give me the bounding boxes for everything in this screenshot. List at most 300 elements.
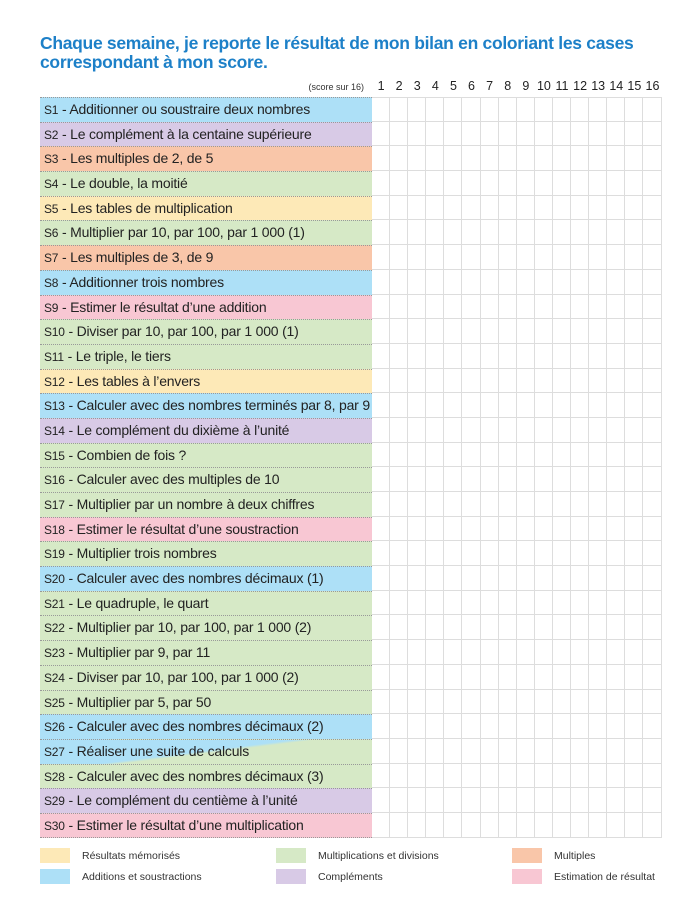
score-cell[interactable]	[444, 245, 462, 270]
score-cell[interactable]	[643, 788, 661, 813]
score-cell[interactable]	[535, 443, 553, 468]
score-cell[interactable]	[390, 344, 408, 369]
score-cell[interactable]	[444, 492, 462, 517]
score-cell[interactable]	[553, 196, 571, 221]
score-cell[interactable]	[517, 566, 535, 591]
score-cell[interactable]	[408, 171, 426, 196]
score-cell[interactable]	[426, 146, 444, 171]
score-cell[interactable]	[535, 171, 553, 196]
score-cell[interactable]	[553, 788, 571, 813]
score-cell[interactable]	[372, 245, 390, 270]
score-cell[interactable]	[499, 591, 517, 616]
score-cell[interactable]	[517, 443, 535, 468]
score-cell[interactable]	[408, 393, 426, 418]
score-cell[interactable]	[643, 714, 661, 739]
score-cell[interactable]	[589, 591, 607, 616]
score-cell[interactable]	[408, 319, 426, 344]
score-cell[interactable]	[553, 739, 571, 764]
score-cell[interactable]	[390, 467, 408, 492]
score-cell[interactable]	[589, 319, 607, 344]
score-cell[interactable]	[408, 615, 426, 640]
score-cell[interactable]	[408, 270, 426, 295]
score-cell[interactable]	[607, 319, 625, 344]
score-cell[interactable]	[481, 146, 499, 171]
score-cell[interactable]	[589, 541, 607, 566]
score-cell[interactable]	[535, 295, 553, 320]
score-cell[interactable]	[553, 97, 571, 122]
score-cell[interactable]	[589, 517, 607, 542]
score-cell[interactable]	[390, 393, 408, 418]
score-cell[interactable]	[481, 295, 499, 320]
score-cell[interactable]	[589, 344, 607, 369]
score-cell[interactable]	[499, 443, 517, 468]
score-cell[interactable]	[607, 220, 625, 245]
score-cell[interactable]	[553, 443, 571, 468]
score-cell[interactable]	[643, 764, 661, 789]
score-cell[interactable]	[571, 443, 589, 468]
score-cell[interactable]	[390, 739, 408, 764]
score-cell[interactable]	[517, 665, 535, 690]
score-cell[interactable]	[426, 443, 444, 468]
score-cell[interactable]	[408, 245, 426, 270]
score-cell[interactable]	[589, 295, 607, 320]
score-cell[interactable]	[553, 566, 571, 591]
score-cell[interactable]	[589, 788, 607, 813]
score-cell[interactable]	[372, 615, 390, 640]
score-cell[interactable]	[462, 566, 480, 591]
score-cell[interactable]	[553, 665, 571, 690]
score-cell[interactable]	[607, 369, 625, 394]
score-cell[interactable]	[535, 270, 553, 295]
score-cell[interactable]	[372, 220, 390, 245]
score-cell[interactable]	[535, 393, 553, 418]
score-cell[interactable]	[553, 393, 571, 418]
score-cell[interactable]	[589, 640, 607, 665]
score-cell[interactable]	[553, 714, 571, 739]
score-cell[interactable]	[589, 714, 607, 739]
score-cell[interactable]	[589, 122, 607, 147]
score-cell[interactable]	[444, 640, 462, 665]
score-cell[interactable]	[462, 690, 480, 715]
score-cell[interactable]	[426, 714, 444, 739]
score-cell[interactable]	[462, 344, 480, 369]
score-cell[interactable]	[408, 566, 426, 591]
score-cell[interactable]	[426, 788, 444, 813]
score-cell[interactable]	[625, 566, 643, 591]
score-cell[interactable]	[462, 295, 480, 320]
score-cell[interactable]	[499, 245, 517, 270]
score-cell[interactable]	[372, 393, 390, 418]
score-cell[interactable]	[499, 196, 517, 221]
score-cell[interactable]	[535, 690, 553, 715]
score-cell[interactable]	[408, 517, 426, 542]
score-cell[interactable]	[625, 146, 643, 171]
score-cell[interactable]	[535, 467, 553, 492]
score-cell[interactable]	[643, 517, 661, 542]
score-cell[interactable]	[553, 591, 571, 616]
score-cell[interactable]	[571, 344, 589, 369]
score-cell[interactable]	[372, 418, 390, 443]
score-cell[interactable]	[444, 369, 462, 394]
score-cell[interactable]	[462, 714, 480, 739]
score-cell[interactable]	[462, 319, 480, 344]
score-cell[interactable]	[517, 541, 535, 566]
score-cell[interactable]	[426, 665, 444, 690]
score-cell[interactable]	[607, 690, 625, 715]
score-cell[interactable]	[553, 541, 571, 566]
score-cell[interactable]	[571, 122, 589, 147]
score-cell[interactable]	[589, 418, 607, 443]
score-cell[interactable]	[390, 788, 408, 813]
score-cell[interactable]	[426, 245, 444, 270]
score-cell[interactable]	[607, 393, 625, 418]
score-cell[interactable]	[553, 295, 571, 320]
score-cell[interactable]	[426, 517, 444, 542]
score-cell[interactable]	[481, 97, 499, 122]
score-cell[interactable]	[462, 196, 480, 221]
score-cell[interactable]	[535, 344, 553, 369]
score-cell[interactable]	[517, 295, 535, 320]
score-cell[interactable]	[481, 591, 499, 616]
score-cell[interactable]	[481, 764, 499, 789]
score-cell[interactable]	[408, 665, 426, 690]
score-cell[interactable]	[408, 813, 426, 838]
score-cell[interactable]	[372, 813, 390, 838]
score-cell[interactable]	[390, 615, 408, 640]
score-cell[interactable]	[408, 467, 426, 492]
score-cell[interactable]	[571, 566, 589, 591]
score-cell[interactable]	[517, 690, 535, 715]
score-cell[interactable]	[571, 665, 589, 690]
score-cell[interactable]	[444, 171, 462, 196]
score-cell[interactable]	[517, 344, 535, 369]
score-cell[interactable]	[571, 146, 589, 171]
score-cell[interactable]	[444, 418, 462, 443]
score-cell[interactable]	[643, 640, 661, 665]
score-cell[interactable]	[390, 591, 408, 616]
score-cell[interactable]	[462, 615, 480, 640]
score-cell[interactable]	[589, 245, 607, 270]
score-cell[interactable]	[426, 615, 444, 640]
score-cell[interactable]	[390, 196, 408, 221]
score-cell[interactable]	[535, 640, 553, 665]
score-cell[interactable]	[444, 690, 462, 715]
score-cell[interactable]	[426, 591, 444, 616]
score-cell[interactable]	[444, 344, 462, 369]
score-cell[interactable]	[625, 171, 643, 196]
score-cell[interactable]	[571, 615, 589, 640]
score-cell[interactable]	[571, 97, 589, 122]
score-cell[interactable]	[589, 443, 607, 468]
score-cell[interactable]	[444, 591, 462, 616]
score-cell[interactable]	[535, 196, 553, 221]
score-cell[interactable]	[499, 813, 517, 838]
score-cell[interactable]	[462, 541, 480, 566]
score-cell[interactable]	[553, 764, 571, 789]
score-cell[interactable]	[481, 171, 499, 196]
score-cell[interactable]	[481, 566, 499, 591]
score-cell[interactable]	[625, 615, 643, 640]
score-cell[interactable]	[589, 690, 607, 715]
score-cell[interactable]	[390, 171, 408, 196]
score-cell[interactable]	[571, 270, 589, 295]
score-cell[interactable]	[390, 492, 408, 517]
score-cell[interactable]	[607, 97, 625, 122]
score-cell[interactable]	[426, 97, 444, 122]
score-cell[interactable]	[517, 393, 535, 418]
score-cell[interactable]	[372, 739, 390, 764]
score-cell[interactable]	[625, 788, 643, 813]
score-cell[interactable]	[481, 813, 499, 838]
score-cell[interactable]	[625, 492, 643, 517]
score-cell[interactable]	[607, 517, 625, 542]
score-cell[interactable]	[462, 764, 480, 789]
score-cell[interactable]	[571, 591, 589, 616]
score-cell[interactable]	[625, 319, 643, 344]
score-cell[interactable]	[462, 369, 480, 394]
score-cell[interactable]	[589, 97, 607, 122]
score-cell[interactable]	[589, 492, 607, 517]
score-cell[interactable]	[481, 196, 499, 221]
score-cell[interactable]	[390, 714, 408, 739]
score-cell[interactable]	[390, 813, 408, 838]
score-cell[interactable]	[408, 739, 426, 764]
score-cell[interactable]	[535, 122, 553, 147]
score-cell[interactable]	[408, 146, 426, 171]
score-cell[interactable]	[625, 97, 643, 122]
score-cell[interactable]	[426, 295, 444, 320]
score-cell[interactable]	[535, 764, 553, 789]
score-cell[interactable]	[462, 270, 480, 295]
score-cell[interactable]	[643, 270, 661, 295]
score-cell[interactable]	[607, 714, 625, 739]
score-cell[interactable]	[426, 319, 444, 344]
score-cell[interactable]	[408, 344, 426, 369]
score-cell[interactable]	[517, 788, 535, 813]
score-cell[interactable]	[372, 714, 390, 739]
score-cell[interactable]	[625, 517, 643, 542]
score-cell[interactable]	[499, 788, 517, 813]
score-cell[interactable]	[499, 344, 517, 369]
score-cell[interactable]	[444, 788, 462, 813]
score-cell[interactable]	[625, 764, 643, 789]
score-cell[interactable]	[625, 196, 643, 221]
score-cell[interactable]	[553, 171, 571, 196]
score-cell[interactable]	[553, 245, 571, 270]
score-cell[interactable]	[517, 615, 535, 640]
score-cell[interactable]	[571, 739, 589, 764]
score-cell[interactable]	[625, 665, 643, 690]
score-cell[interactable]	[607, 813, 625, 838]
score-cell[interactable]	[625, 739, 643, 764]
score-cell[interactable]	[589, 566, 607, 591]
score-cell[interactable]	[481, 467, 499, 492]
score-cell[interactable]	[553, 344, 571, 369]
score-cell[interactable]	[372, 665, 390, 690]
score-cell[interactable]	[499, 739, 517, 764]
score-cell[interactable]	[517, 813, 535, 838]
score-cell[interactable]	[481, 517, 499, 542]
score-cell[interactable]	[571, 369, 589, 394]
score-cell[interactable]	[607, 344, 625, 369]
score-cell[interactable]	[643, 541, 661, 566]
score-cell[interactable]	[517, 640, 535, 665]
score-cell[interactable]	[517, 739, 535, 764]
score-cell[interactable]	[607, 467, 625, 492]
score-cell[interactable]	[426, 813, 444, 838]
score-cell[interactable]	[535, 566, 553, 591]
score-cell[interactable]	[607, 196, 625, 221]
score-cell[interactable]	[462, 640, 480, 665]
score-cell[interactable]	[517, 764, 535, 789]
score-cell[interactable]	[571, 541, 589, 566]
score-cell[interactable]	[481, 665, 499, 690]
score-cell[interactable]	[517, 418, 535, 443]
score-cell[interactable]	[517, 369, 535, 394]
score-cell[interactable]	[481, 319, 499, 344]
score-cell[interactable]	[643, 615, 661, 640]
score-cell[interactable]	[535, 591, 553, 616]
score-cell[interactable]	[462, 517, 480, 542]
score-cell[interactable]	[372, 295, 390, 320]
score-cell[interactable]	[517, 517, 535, 542]
score-cell[interactable]	[499, 97, 517, 122]
score-cell[interactable]	[517, 220, 535, 245]
score-cell[interactable]	[625, 270, 643, 295]
score-cell[interactable]	[444, 270, 462, 295]
score-cell[interactable]	[553, 640, 571, 665]
score-cell[interactable]	[607, 171, 625, 196]
score-cell[interactable]	[390, 566, 408, 591]
score-cell[interactable]	[426, 640, 444, 665]
score-cell[interactable]	[607, 245, 625, 270]
score-cell[interactable]	[481, 615, 499, 640]
score-cell[interactable]	[499, 270, 517, 295]
score-cell[interactable]	[571, 295, 589, 320]
score-cell[interactable]	[499, 714, 517, 739]
score-cell[interactable]	[481, 690, 499, 715]
score-cell[interactable]	[390, 764, 408, 789]
score-cell[interactable]	[408, 690, 426, 715]
score-cell[interactable]	[444, 467, 462, 492]
score-cell[interactable]	[444, 541, 462, 566]
score-cell[interactable]	[625, 714, 643, 739]
score-cell[interactable]	[390, 270, 408, 295]
score-cell[interactable]	[481, 270, 499, 295]
score-cell[interactable]	[499, 146, 517, 171]
score-cell[interactable]	[390, 541, 408, 566]
score-cell[interactable]	[535, 739, 553, 764]
score-cell[interactable]	[444, 393, 462, 418]
score-cell[interactable]	[553, 146, 571, 171]
score-cell[interactable]	[625, 418, 643, 443]
score-cell[interactable]	[408, 220, 426, 245]
score-cell[interactable]	[625, 344, 643, 369]
score-cell[interactable]	[535, 146, 553, 171]
score-cell[interactable]	[607, 739, 625, 764]
score-cell[interactable]	[499, 566, 517, 591]
score-cell[interactable]	[462, 146, 480, 171]
score-cell[interactable]	[372, 319, 390, 344]
score-cell[interactable]	[517, 591, 535, 616]
score-cell[interactable]	[553, 690, 571, 715]
score-cell[interactable]	[372, 690, 390, 715]
score-cell[interactable]	[426, 566, 444, 591]
score-cell[interactable]	[517, 122, 535, 147]
score-cell[interactable]	[372, 517, 390, 542]
score-cell[interactable]	[625, 220, 643, 245]
score-cell[interactable]	[444, 739, 462, 764]
score-cell[interactable]	[607, 764, 625, 789]
score-cell[interactable]	[408, 541, 426, 566]
score-cell[interactable]	[571, 418, 589, 443]
score-cell[interactable]	[643, 566, 661, 591]
score-cell[interactable]	[444, 615, 462, 640]
score-cell[interactable]	[643, 196, 661, 221]
score-cell[interactable]	[625, 443, 643, 468]
score-cell[interactable]	[553, 369, 571, 394]
score-cell[interactable]	[607, 122, 625, 147]
score-cell[interactable]	[607, 566, 625, 591]
score-cell[interactable]	[643, 220, 661, 245]
score-cell[interactable]	[390, 418, 408, 443]
score-cell[interactable]	[426, 764, 444, 789]
score-cell[interactable]	[372, 196, 390, 221]
score-cell[interactable]	[607, 591, 625, 616]
score-cell[interactable]	[390, 97, 408, 122]
score-cell[interactable]	[643, 492, 661, 517]
score-cell[interactable]	[571, 245, 589, 270]
score-cell[interactable]	[553, 122, 571, 147]
score-cell[interactable]	[571, 492, 589, 517]
score-cell[interactable]	[625, 369, 643, 394]
score-cell[interactable]	[535, 245, 553, 270]
score-cell[interactable]	[444, 813, 462, 838]
score-cell[interactable]	[499, 492, 517, 517]
score-cell[interactable]	[607, 443, 625, 468]
score-cell[interactable]	[643, 245, 661, 270]
score-cell[interactable]	[444, 122, 462, 147]
score-cell[interactable]	[426, 418, 444, 443]
score-cell[interactable]	[408, 640, 426, 665]
score-cell[interactable]	[535, 418, 553, 443]
score-cell[interactable]	[571, 690, 589, 715]
score-cell[interactable]	[481, 739, 499, 764]
score-cell[interactable]	[499, 393, 517, 418]
score-cell[interactable]	[372, 97, 390, 122]
score-cell[interactable]	[462, 393, 480, 418]
score-cell[interactable]	[589, 171, 607, 196]
score-cell[interactable]	[481, 492, 499, 517]
score-cell[interactable]	[517, 492, 535, 517]
score-cell[interactable]	[444, 764, 462, 789]
score-cell[interactable]	[426, 270, 444, 295]
score-cell[interactable]	[372, 344, 390, 369]
score-cell[interactable]	[535, 788, 553, 813]
score-cell[interactable]	[535, 541, 553, 566]
score-cell[interactable]	[625, 813, 643, 838]
score-cell[interactable]	[499, 615, 517, 640]
score-cell[interactable]	[462, 122, 480, 147]
score-cell[interactable]	[390, 369, 408, 394]
score-cell[interactable]	[553, 492, 571, 517]
score-cell[interactable]	[571, 714, 589, 739]
score-cell[interactable]	[517, 97, 535, 122]
score-cell[interactable]	[408, 295, 426, 320]
score-cell[interactable]	[571, 640, 589, 665]
score-cell[interactable]	[426, 122, 444, 147]
score-cell[interactable]	[372, 764, 390, 789]
